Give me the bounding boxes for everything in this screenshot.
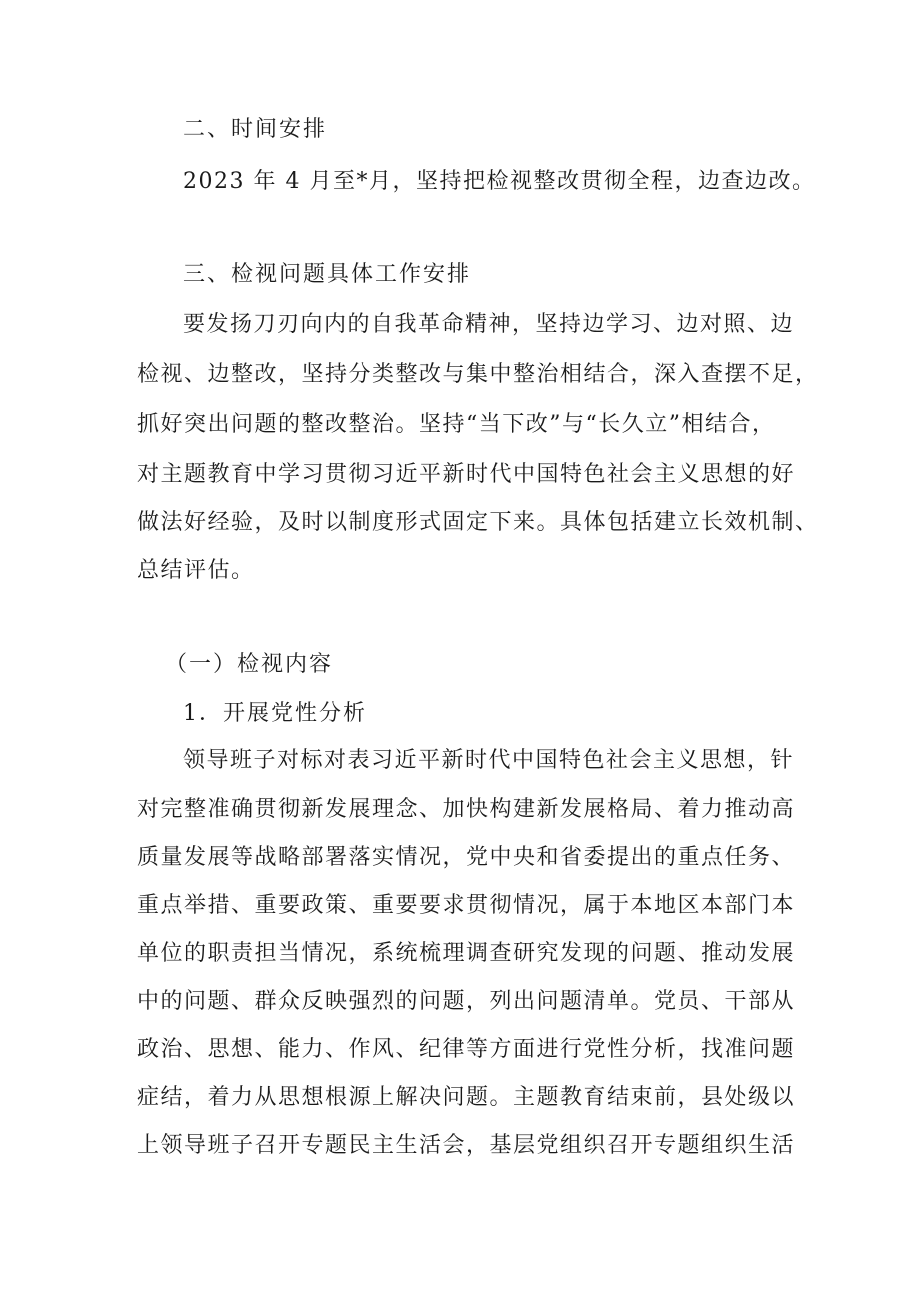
paragraph-line: 总结评估。 [137, 558, 255, 583]
paragraph-line: 重点举措、重要政策、重要要求贯彻情况，属于本地区本部门本 [137, 893, 796, 918]
paragraph-line: 中的问题、群众反映强烈的问题，列出问题清单。党员、干部从 [137, 989, 796, 1014]
paragraph-line: 对主题教育中学习贯彻习近平新时代中国特色社会主义思想的好 [137, 462, 796, 487]
subsection-heading-inspection-content: （一）检视内容 [165, 652, 334, 677]
paragraph-line: 单位的职责担当情况，系统梳理调查研究发现的问题、推动发展 [137, 941, 796, 966]
paragraph-line: 要发扬刀刃向内的自我革命精神，坚持边学习、边对照、边 [183, 312, 795, 337]
paragraph-line: 质量发展等战略部署落实情况，党中央和省委提出的重点任务、 [137, 845, 796, 870]
section-heading-inspection-arrangement: 三、检视问题具体工作安排 [183, 262, 472, 287]
paragraph-line: 上领导班子召开专题民主生活会，基层党组织召开专题组织生活 [137, 1133, 796, 1158]
paragraph-line: 领导班子对标对表习近平新时代中国特色社会主义思想，针 [183, 748, 795, 773]
item-heading-party-spirit-analysis: 1．开展党性分析 [183, 701, 367, 726]
paragraph-line: 抓好突出问题的整改整治。坚持“当下改”与“长久立”相结合， [137, 412, 776, 437]
paragraph-line: 检视、边整改，坚持分类整改与集中整治相结合，深入查摆不足， [137, 362, 819, 387]
paragraph-line: 政治、思想、能力、作风、纪律等方面进行党性分析，找准问题 [137, 1037, 796, 1062]
paragraph-line: 做法好经验，及时以制度形式固定下来。具体包括建立长效机制、 [137, 510, 819, 535]
paragraph-schedule: 2023 年 4 月至*月，坚持把检视整改贯彻全程，边查边改。 [183, 169, 816, 194]
section-heading-schedule: 二、时间安排 [183, 117, 328, 142]
paragraph-line: 症结，着力从思想根源上解决问题。主题教育结束前，县处级以 [137, 1085, 796, 1110]
paragraph-line: 对完整准确贯彻新发展理念、加快构建新发展格局、着力推动高 [137, 797, 796, 822]
